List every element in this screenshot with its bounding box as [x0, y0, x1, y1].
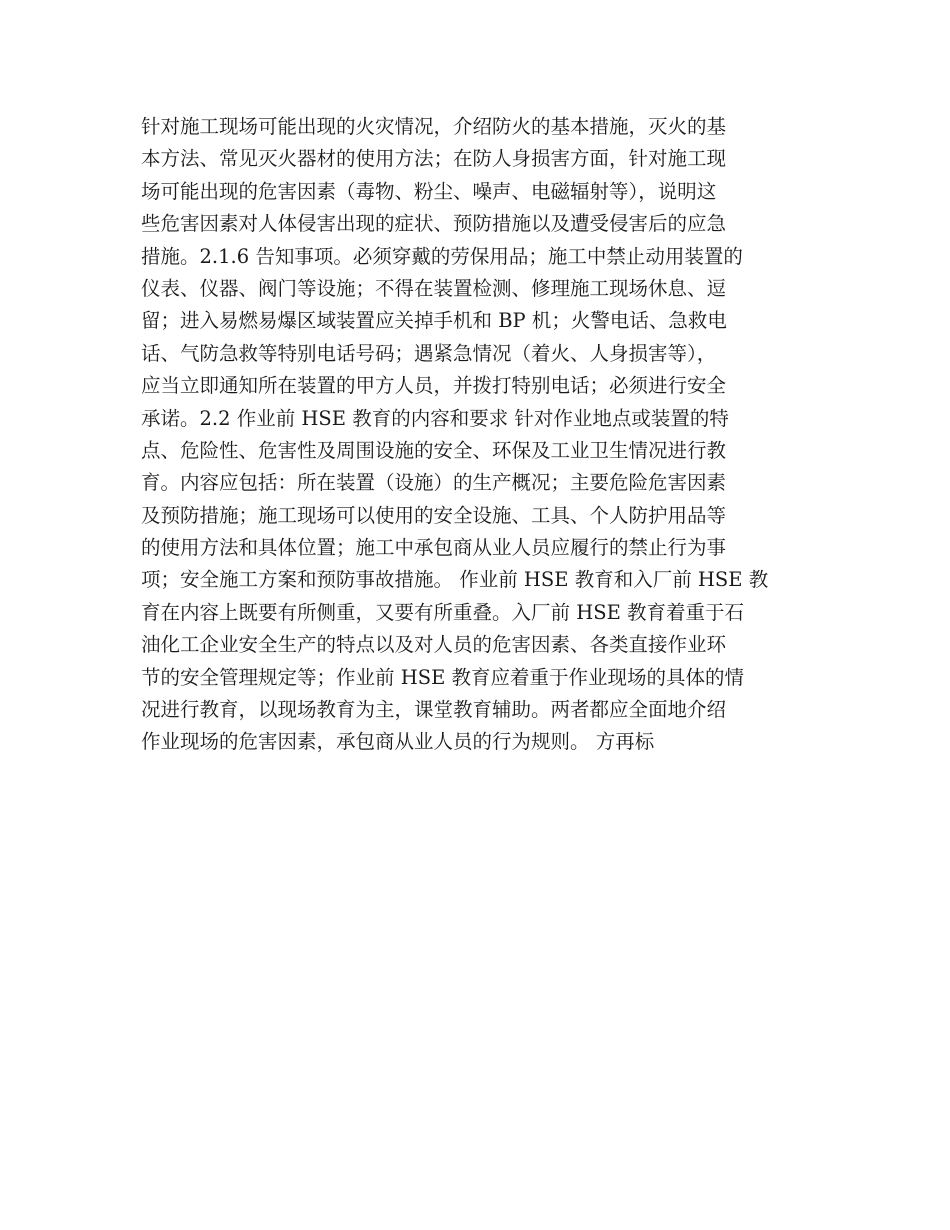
text-line: 及预防措施；施工现场可以使用的安全设施、工具、个人防护用品等: [141, 503, 727, 527]
text-line: 节的安全管理规定等；作业前 HSE 教育应着重于作业现场的具体的情: [141, 665, 744, 689]
text-line: 况进行教育，以现场教育为主，课堂教育辅助。两者都应全面地介绍: [141, 698, 727, 722]
text-line: 针对施工现场可能出现的火灾情况，介绍防火的基本措施，灭火的基: [141, 115, 727, 138]
body-paragraph: [141, 111, 821, 759]
text-line: 留；进入易燃易爆区域装置应关掉手机和 BP 机；火警电话、急救电: [141, 309, 727, 333]
text-line: 育在内容上既要有所侧重，又要有所重叠。入厂前 HSE 教育着重于石: [141, 600, 744, 624]
text-line: 话、气防急救等特别电话号码；遇紧急情况（着火、人身损害等），: [141, 341, 717, 365]
text-line: 育。内容应包括：所在装置（设施）的生产概况；主要危险危害因素: [141, 471, 727, 495]
text-line: 点、危险性、危害性及周围设施的安全、环保及工业卫生情况进行教: [141, 438, 727, 462]
text-line: 作业现场的危害因素，承包商从业人员的行为规则。 方再标: [141, 730, 655, 754]
text-line: 承诺。2.2 作业前 HSE 教育的内容和要求 针对作业地点或装置的特: [141, 406, 729, 430]
text-line: 项；安全施工方案和预防事故措施。 作业前 HSE 教育和入厂前 HSE 教: [141, 568, 769, 592]
text-line: 措施。2.1.6 告知事项。必须穿戴的劳保用品；施工中禁止动用装置的: [141, 244, 743, 268]
text-line: 应当立即通知所在装置的甲方人员，并拨打特别电话；必须进行安全: [141, 374, 727, 398]
text-line: 油化工企业安全生产的特点以及对人员的危害因素、各类直接作业环: [141, 633, 727, 657]
text-line: 场可能出现的危害因素（毒物、粉尘、噪声、电磁辐射等），说明这: [141, 179, 717, 203]
text-line: 仪表、仪器、阀门等设施；不得在装置检测、修理施工现场休息、逗: [141, 276, 727, 300]
text-line: 的使用方法和具体位置；施工中承包商从业人员应履行的禁止行为事: [141, 536, 727, 560]
text-line: 些危害因素对人体侵害出现的症状、预防措施以及遭受侵害后的应急: [141, 212, 727, 236]
text-line: 本方法、常见灭火器材的使用方法；在防人身损害方面，针对施工现: [141, 147, 727, 171]
